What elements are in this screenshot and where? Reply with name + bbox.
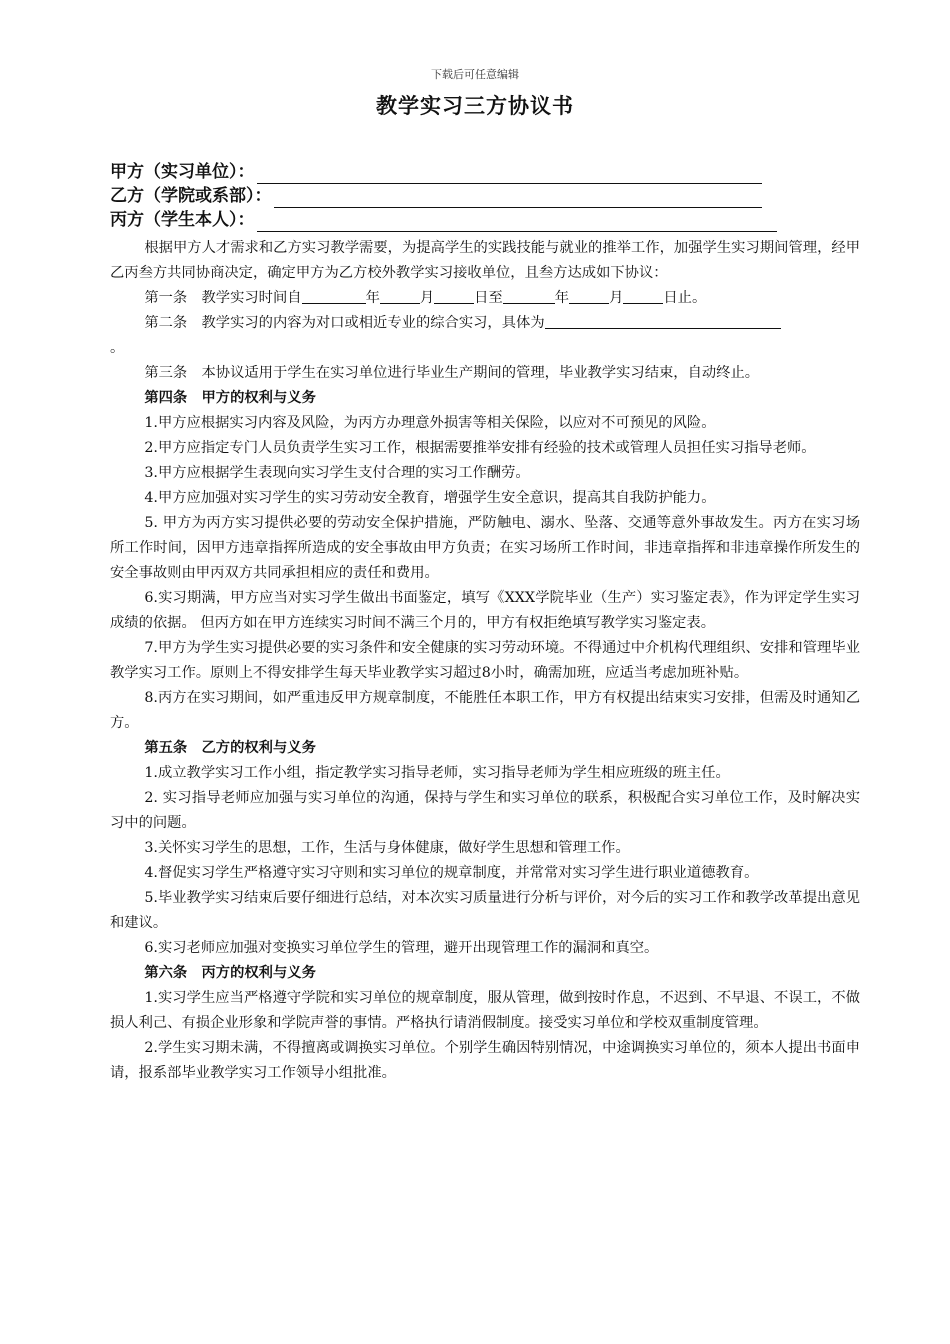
article-5-title: 第五条 乙方的权利与义务 <box>144 740 316 756</box>
end-day-blank <box>623 287 663 304</box>
party-b-label: 乙方（学院或系部）： <box>110 186 272 206</box>
end-year-blank <box>503 287 555 304</box>
party-c-blank <box>257 211 777 232</box>
article-4-item: 1.甲方应根据实习内容及风险，为丙方办理意外损害等相关保险，以应对不可预见的风险。 <box>144 415 716 431</box>
party-a-blank <box>257 163 762 184</box>
article-3: 第三条 本协议适用于学生在实习单位进行毕业生产期间的管理，毕业教学实习结束，自动终止。 <box>144 365 760 381</box>
content-blank <box>545 312 781 329</box>
article-4-item: 8.丙方在实习期间，如严重违反甲方规章制度，不能胜任本职工作，甲方有权提出结束实习安排，但需及时通知乙方。 <box>110 690 860 731</box>
article-2 <box>110 311 860 336</box>
party-c-row <box>110 208 830 232</box>
day-label: 日至 <box>474 290 503 306</box>
party-c-label: 丙方（学生本人）： <box>110 210 255 230</box>
article-4-item: 3.甲方应根据学生表现向实习学生支付合理的实习工作酬劳。 <box>144 465 530 481</box>
article-5-item: 6.实习老师应加强对变换实习单位学生的管理，避开出现管理工作的漏洞和真空。 <box>144 940 659 956</box>
article-6-item: 2.学生实习期未满，不得擅离或调换实习单位。个别学生确因特别情况，中途调换实习单位的，须本人提出书面申请，报系部毕业教学实习工作领导小组批准。 <box>110 1040 860 1081</box>
article-4-item: 7.甲方为学生实习提供必要的实习条件和安全健康的实习劳动环境。不得通过中介机构代理组织、安排和管理毕业教学实习工作。原则上不得安排学生每天毕业教学实习超过8小时，确需加班，应适当考虑加班补贴。 <box>110 640 860 681</box>
end-month-blank <box>569 287 609 304</box>
start-year-blank <box>302 287 366 304</box>
article-1 <box>110 286 860 311</box>
month-label-2: 月 <box>609 290 624 306</box>
article-5-item: 1.成立教学实习工作小组，指定教学实习指导老师，实习指导老师为学生相应班级的班主任。 <box>144 765 730 781</box>
agreement-body <box>110 236 860 1086</box>
start-month-blank <box>380 287 420 304</box>
party-a-row <box>110 160 830 184</box>
party-a-label: 甲方（实习单位）： <box>110 162 255 182</box>
article-5-item: 4.督促实习学生严格遵守实习守则和实习单位的规章制度，并常常对实习学生进行职业道德教育。 <box>144 865 759 881</box>
article-2-text: 第二条 教学实习的内容为对口或相近专业的综合实习，具体为 <box>144 315 545 331</box>
start-day-blank <box>434 287 474 304</box>
party-b-row <box>110 184 830 208</box>
page-title: 教学实习三方协议书 <box>376 93 574 118</box>
party-b-blank <box>274 187 762 208</box>
article-6-title: 第六条 丙方的权利与义务 <box>144 965 316 981</box>
month-label: 月 <box>419 290 435 306</box>
article-5-item: 2. 实习指导老师应加强与实习单位的沟通，保持与学生和实习单位的联系，积极配合实习单位工作，及时解决实习中的问题。 <box>110 790 860 831</box>
intro-paragraph: 根据甲方人才需求和乙方实习教学需要，为提高学生的实践技能与就业的推举工作，加强学生实习期间管理，经甲乙丙叁方共同协商决定，确定甲方为乙方校外教学实习接收单位，且叁方达成如下协议： <box>110 240 860 281</box>
article-4-title: 第四条 甲方的权利与义务 <box>144 390 316 406</box>
header-note: 下载后可任意编辑 <box>431 68 519 81</box>
year-label: 年 <box>365 290 380 306</box>
article-2-end: 。 <box>110 340 125 356</box>
day-label-2: 日止。 <box>663 290 707 306</box>
article-4-item: 6.实习期满，甲方应当对实习学生做出书面鉴定，填写《XXX学院毕业（生产）实习鉴定表》，作为评定学生实习成绩的依据。 但丙方如在甲方连续实习时间不满三个月的，甲方有权拒绝填写教学实习鉴定表。 <box>110 590 860 631</box>
article-4-item: 2.甲方应指定专门人员负责学生实习工作，根据需要推举安排有经验的技术或管理人员担任实习指导老师。 <box>144 440 816 456</box>
article-4-item: 5. 甲方为丙方实习提供必要的劳动安全保护措施，严防触电、溺水、坠落、交通等意外事故发生。丙方在实习场所工作时间，因甲方违章指挥所造成的安全事故由甲方负责；在实习场所工作时间，非违章指挥和非违章操作所发生的安全事故则由甲丙双方共同承担相应的责任和费用。 <box>110 515 860 581</box>
article-1-text: 第一条 教学实习时间自 <box>144 290 302 306</box>
article-5-item: 5.毕业教学实习结束后要仔细进行总结，对本次实习质量进行分析与评价，对今后的实习工作和教学改革提出意见和建议。 <box>110 890 860 931</box>
article-6-item: 1.实习学生应当严格遵守学院和实习单位的规章制度，服从管理，做到按时作息，不迟到、不早退、不误工，不做损人利己、有损企业形象和学院声誉的事情。严格执行请消假制度。接受实习单位和学校双重制度管理。 <box>110 990 860 1031</box>
article-5-item: 3.关怀实习学生的思想，工作，生活与身体健康，做好学生思想和管理工作。 <box>144 840 630 856</box>
party-block <box>110 160 830 232</box>
article-4-item: 4.甲方应加强对实习学生的实习劳动安全教育，增强学生安全意识，提高其自我防护能力。 <box>144 490 716 506</box>
year-label-2: 年 <box>554 290 570 306</box>
